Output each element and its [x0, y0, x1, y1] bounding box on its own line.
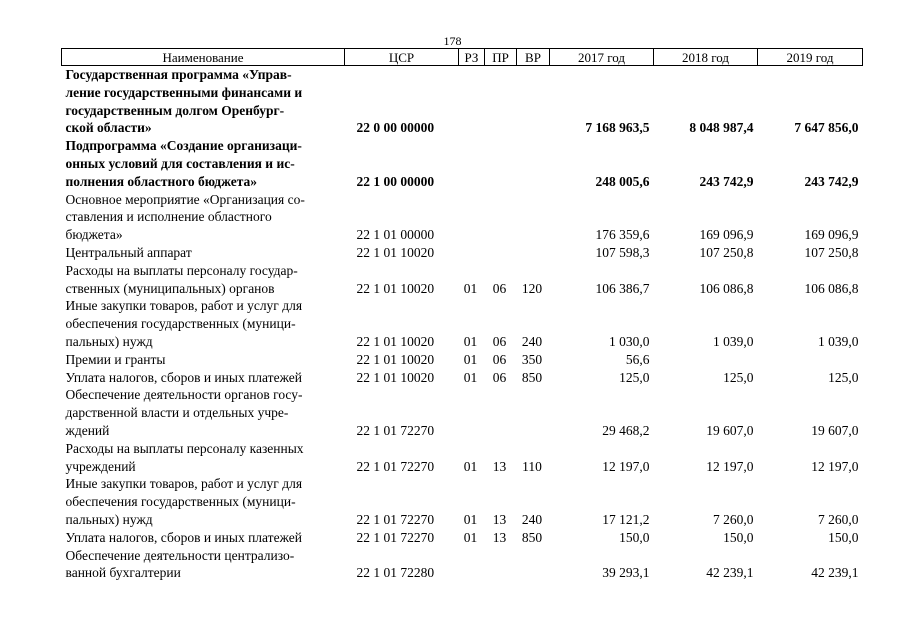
row-2019: 1 039,0 — [818, 333, 859, 349]
header-name: Наименование — [62, 49, 345, 66]
row-pr: 06 — [492, 351, 507, 367]
row-name — [62, 351, 345, 369]
header-pr: ПР — [485, 49, 517, 66]
row-rz: 01 — [463, 458, 478, 474]
row-csr: 22 0 00 00000 — [356, 120, 435, 136]
row-csr: 22 1 01 72270 — [356, 458, 435, 474]
row-name-line: обеспечения государственных (муници- — [65, 494, 296, 510]
row-vr: 240 — [521, 333, 543, 349]
budget-table — [61, 48, 863, 582]
table-header — [62, 49, 863, 66]
row-vr: 240 — [521, 511, 543, 527]
row-2017: 176 359,6 — [595, 227, 650, 243]
table-row — [62, 386, 863, 439]
row-name-line: Подпрограмма «Создание организаци- — [65, 138, 302, 154]
row-name-line: Иные закупки товаров, работ и услуг для — [65, 298, 303, 314]
header-csr: ЦСР — [345, 49, 459, 66]
row-name-line: ванной бухгалтерии — [65, 565, 181, 581]
header-rz: РЗ — [459, 49, 485, 66]
row-csr: 22 1 01 10020 — [356, 351, 435, 367]
row-2017: 125,0 — [619, 369, 650, 385]
row-2017: 1 030,0 — [609, 333, 650, 349]
row-2018: 1 039,0 — [713, 333, 754, 349]
row-vr — [517, 244, 550, 262]
row-2018: 107 250,8 — [699, 244, 754, 260]
table-row — [62, 297, 863, 350]
table-row — [62, 244, 863, 262]
row-name-line: учреждений — [65, 458, 136, 474]
row-pr: 06 — [492, 333, 507, 349]
row-2019: 106 086,8 — [804, 280, 859, 296]
row-rz: 01 — [463, 351, 478, 367]
header-2019: 2019 год — [758, 49, 863, 66]
row-pr — [485, 66, 517, 138]
table-row — [62, 547, 863, 583]
row-rz — [459, 244, 485, 262]
row-2017: 150,0 — [619, 529, 650, 545]
row-name-line: полнения областного бюджета» — [65, 173, 258, 189]
row-name-line: Расходы на выплаты персоналу казенных — [65, 440, 304, 456]
row-2019: 7 260,0 — [818, 511, 859, 527]
row-name-line: Иные закупки товаров, работ и услуг для — [65, 476, 303, 492]
row-name-line: ставления и исполнение областного — [65, 209, 272, 225]
row-rz — [459, 66, 485, 138]
row-rz — [459, 386, 485, 439]
row-name-line: обеспечения государственных (муници- — [65, 316, 296, 332]
row-name-line: Премии и гранты — [65, 351, 166, 367]
row-vr — [517, 386, 550, 439]
row-csr: 22 1 01 10020 — [356, 333, 435, 349]
row-pr — [485, 244, 517, 262]
row-csr: 22 1 00 00000 — [356, 173, 435, 189]
row-rz: 01 — [463, 511, 478, 527]
row-name — [62, 244, 345, 262]
table-row — [62, 369, 863, 387]
row-name-line: бюджета» — [65, 227, 123, 243]
row-2017: 7 168 963,5 — [585, 120, 650, 136]
row-pr: 13 — [492, 458, 507, 474]
row-vr: 850 — [521, 529, 543, 545]
row-2018: 8 048 987,4 — [689, 120, 754, 136]
row-2018: 125,0 — [723, 369, 754, 385]
row-name-line: пальных) нужд — [65, 333, 153, 349]
row-2017: 106 386,7 — [595, 280, 650, 296]
row-name-line: онных условий для составления и ис- — [65, 155, 295, 171]
row-pr: 06 — [492, 280, 507, 296]
row-csr: 22 1 01 72270 — [356, 529, 435, 545]
row-vr: 850 — [521, 369, 543, 385]
row-name-line: Уплата налогов, сборов и иных платежей — [65, 529, 302, 545]
row-2018: 7 260,0 — [713, 511, 754, 527]
row-2019: 150,0 — [828, 529, 859, 545]
row-2018: 243 742,9 — [699, 173, 754, 189]
row-2018: 19 607,0 — [706, 422, 754, 438]
row-2018: 150,0 — [723, 529, 754, 545]
row-2019: 107 250,8 — [804, 244, 859, 260]
header-2018: 2018 год — [654, 49, 758, 66]
row-2019: 169 096,9 — [804, 227, 859, 243]
row-vr — [517, 547, 550, 583]
row-name — [62, 137, 345, 190]
row-2019: 7 647 856,0 — [794, 120, 859, 136]
row-name-line: Обеспечение деятельности централизо- — [65, 547, 295, 563]
row-vr — [517, 137, 550, 190]
row-2018: 42 239,1 — [706, 565, 754, 581]
row-csr: 22 1 01 72270 — [356, 422, 435, 438]
row-pr — [485, 191, 517, 244]
row-name — [62, 369, 345, 387]
row-rz: 01 — [463, 369, 478, 385]
row-csr: 22 1 01 72270 — [356, 511, 435, 527]
row-rz: 01 — [463, 333, 478, 349]
row-name-line: пальных) нужд — [65, 511, 153, 527]
table-row — [62, 137, 863, 190]
row-name-line: дарственной власти и отдельных учре- — [65, 405, 289, 421]
row-csr: 22 1 01 00000 — [356, 227, 435, 243]
row-name — [62, 191, 345, 244]
row-vr — [517, 66, 550, 138]
row-2017: 107 598,3 — [595, 244, 650, 260]
row-csr: 22 1 01 10020 — [356, 280, 435, 296]
row-2019: 12 197,0 — [811, 458, 859, 474]
row-rz — [459, 547, 485, 583]
table-row — [62, 191, 863, 244]
row-name — [62, 440, 345, 476]
row-2017: 29 468,2 — [602, 422, 650, 438]
row-name-line: ждений — [65, 422, 110, 438]
row-2018: 12 197,0 — [706, 458, 754, 474]
row-name — [62, 297, 345, 350]
row-pr — [485, 386, 517, 439]
row-name-line: Государственная программа «Управ- — [65, 67, 292, 82]
page-number: 178 — [443, 34, 462, 48]
row-vr: 110 — [522, 458, 542, 474]
table-row — [62, 529, 863, 547]
row-name — [62, 529, 345, 547]
row-2019 — [758, 351, 863, 369]
row-name — [62, 475, 345, 528]
row-2017: 39 293,1 — [602, 565, 650, 581]
header-vr: ВР — [517, 49, 550, 66]
row-name-line: Обеспечение деятельности органов госу- — [65, 387, 303, 403]
row-pr: 06 — [492, 369, 507, 385]
row-pr — [485, 137, 517, 190]
row-2017: 17 121,2 — [602, 511, 650, 527]
row-2017: 248 005,6 — [595, 173, 650, 189]
row-csr: 22 1 01 72280 — [356, 565, 435, 581]
row-name-line: государственным долгом Оренбург- — [65, 102, 285, 118]
row-vr: 350 — [521, 351, 543, 367]
row-name-line: Уплата налогов, сборов и иных платежей — [65, 369, 302, 385]
row-pr: 13 — [492, 511, 507, 527]
row-2019: 243 742,9 — [804, 173, 859, 189]
row-name-line: Центральный аппарат — [65, 244, 192, 260]
row-name-line: Основное мероприятие «Организация со- — [65, 191, 305, 207]
row-rz — [459, 137, 485, 190]
row-name — [62, 262, 345, 298]
table-row — [62, 351, 863, 369]
table-row — [62, 66, 863, 138]
row-name-line: ственных (муниципальных) органов — [65, 280, 275, 296]
row-pr: 13 — [492, 529, 507, 545]
row-name-line: ской области» — [65, 120, 152, 136]
row-rz — [459, 191, 485, 244]
row-2017: 12 197,0 — [602, 458, 650, 474]
row-2019: 125,0 — [828, 369, 859, 385]
table-row — [62, 475, 863, 528]
row-name — [62, 547, 345, 583]
row-pr — [485, 547, 517, 583]
row-2018: 169 096,9 — [699, 227, 754, 243]
row-rz: 01 — [463, 280, 478, 296]
row-2018 — [654, 351, 758, 369]
row-name — [62, 66, 345, 138]
row-vr: 120 — [521, 280, 543, 296]
row-2019: 19 607,0 — [811, 422, 859, 438]
row-name — [62, 386, 345, 439]
row-rz: 01 — [463, 529, 478, 545]
row-2019: 42 239,1 — [811, 565, 859, 581]
row-csr: 22 1 01 10020 — [356, 244, 435, 260]
header-2017: 2017 год — [550, 49, 654, 66]
table-body — [62, 66, 863, 583]
row-2018: 106 086,8 — [699, 280, 754, 296]
row-name-line: ление государственными финансами и — [65, 84, 303, 100]
table-row — [62, 440, 863, 476]
table-row — [62, 262, 863, 298]
row-vr — [517, 191, 550, 244]
row-name-line: Расходы на выплаты персоналу государ- — [65, 262, 298, 278]
row-2017: 56,6 — [625, 351, 650, 367]
row-csr: 22 1 01 10020 — [356, 369, 435, 385]
